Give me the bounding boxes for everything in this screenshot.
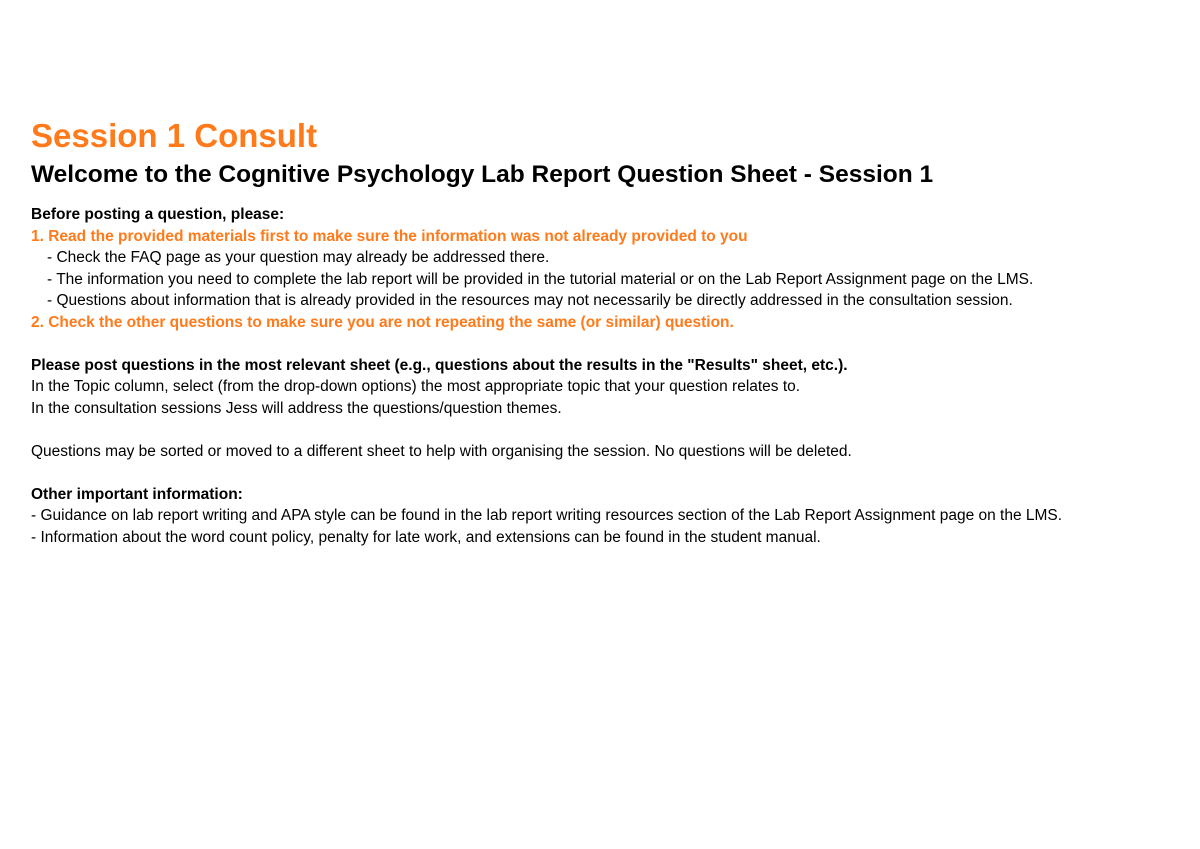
page-subtitle: Welcome to the Cognitive Psychology Lab Report Question Sheet - Session 1 <box>31 161 934 188</box>
posting-line: In the consultation sessions Jess will address the questions/question themes. <box>31 399 562 417</box>
other-info-point: - Information about the word count policy, penalty for late work, and extensions can be found in the student manual. <box>31 528 821 546</box>
step-2-text: 2. Check the other questions to make sure you are not repeating the same (or similar) question. <box>31 313 734 331</box>
page-title: Session 1 Consult <box>31 117 318 154</box>
step-1-point: - Questions about information that is already provided in the resources may not necessarily be directly addressed in the consultation session. <box>47 292 1013 309</box>
step-1-text: 1. Read the provided materials first to make sure the information was not already provided to you <box>31 227 748 245</box>
other-info-section <box>31 484 1200 549</box>
spacer <box>31 333 1200 355</box>
before-posting-heading: Before posting a question, please: <box>31 206 285 223</box>
other-info-heading: Other important information: <box>31 485 243 503</box>
spacer <box>31 419 1200 441</box>
document-page <box>31 116 1200 548</box>
step-1-point: - Check the FAQ page as your question may already be addressed there. <box>47 249 550 266</box>
before-posting-section <box>31 204 1200 333</box>
posting-heading: Please post questions in the most relevant sheet (e.g., questions about the results in the "Results" sheet, etc.). <box>31 356 848 374</box>
posting-section <box>31 355 1200 420</box>
step-1-point: - The information you need to complete the lab report will be provided in the tutorial material or on the Lab Report Assignment page on the LMS. <box>47 270 1034 288</box>
sorting-note: Questions may be sorted or moved to a different sheet to help with organising the session. No questions will be deleted. <box>31 442 852 460</box>
other-info-point: - Guidance on lab report writing and APA style can be found in the lab report writing resources section of the Lab Report Assignment page on the LMS. <box>31 507 1063 524</box>
spacer <box>31 462 1200 484</box>
posting-line: In the Topic column, select (from the drop-down options) the most appropriate topic that your question relates to. <box>31 378 801 395</box>
